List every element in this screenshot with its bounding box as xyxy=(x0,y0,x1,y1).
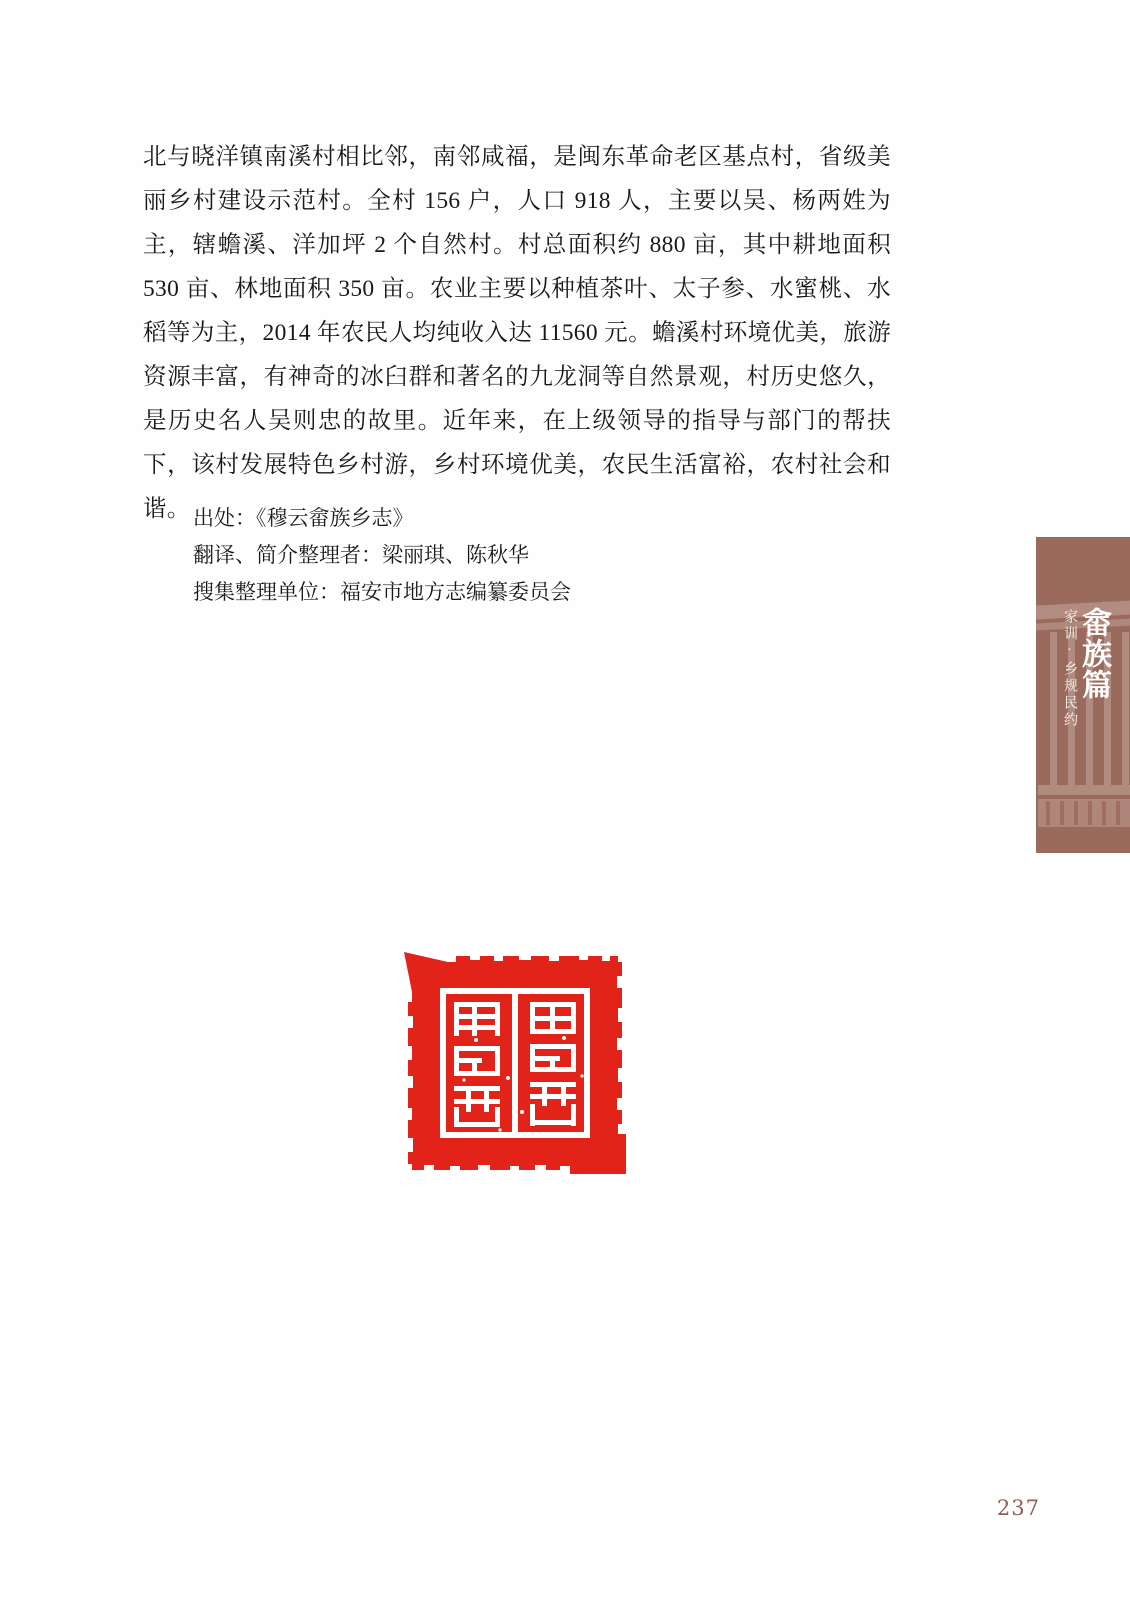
body-paragraph: 北与晓洋镇南溪村相比邻，南邻咸福，是闽东革命老区基点村，省级美丽乡村建设示范村。全村 156 户，人口 918 人，主要以吴、杨两姓为主，辖蟾溪、洋加坪 2 个自然村。村总面积约 880 亩，其中耕地面积 530 亩、林地面积 350 亩。农业主要以种植茶叶、太子参、水蜜桃、水稻等为主，2014 年农民人均纯收入达 11560 元。蟾溪村环境优美，旅游资源丰富，有神奇的冰臼群和著名的九龙洞等自然景观，村历史悠久，是历史名人吴则忠的故里。近年来，在上级领导的指导与部门的帮扶下，该村发展特色乡村游，乡村环境优美，农民生活富裕，农村社会和谐。 xyxy=(143,144,891,522)
credits-block xyxy=(193,500,893,611)
seal-icon xyxy=(404,952,626,1174)
credit-line-source: 出处：《穆云畲族乡志》 xyxy=(193,506,414,530)
body-text-block xyxy=(143,135,891,531)
side-tab-subtitle: 家训·乡规民约 xyxy=(1062,609,1077,729)
seal-stamp xyxy=(404,952,626,1174)
page-number: 237 xyxy=(996,1496,1040,1520)
section-side-tab xyxy=(1036,537,1130,853)
side-tab-title: 畲族篇 xyxy=(1077,607,1110,700)
credit-line-translators: 翻译、简介整理者：梁丽琪、陈秋华 xyxy=(193,543,529,567)
credit-line-compiler: 搜集整理单位：福安市地方志编纂委员会 xyxy=(193,580,571,604)
